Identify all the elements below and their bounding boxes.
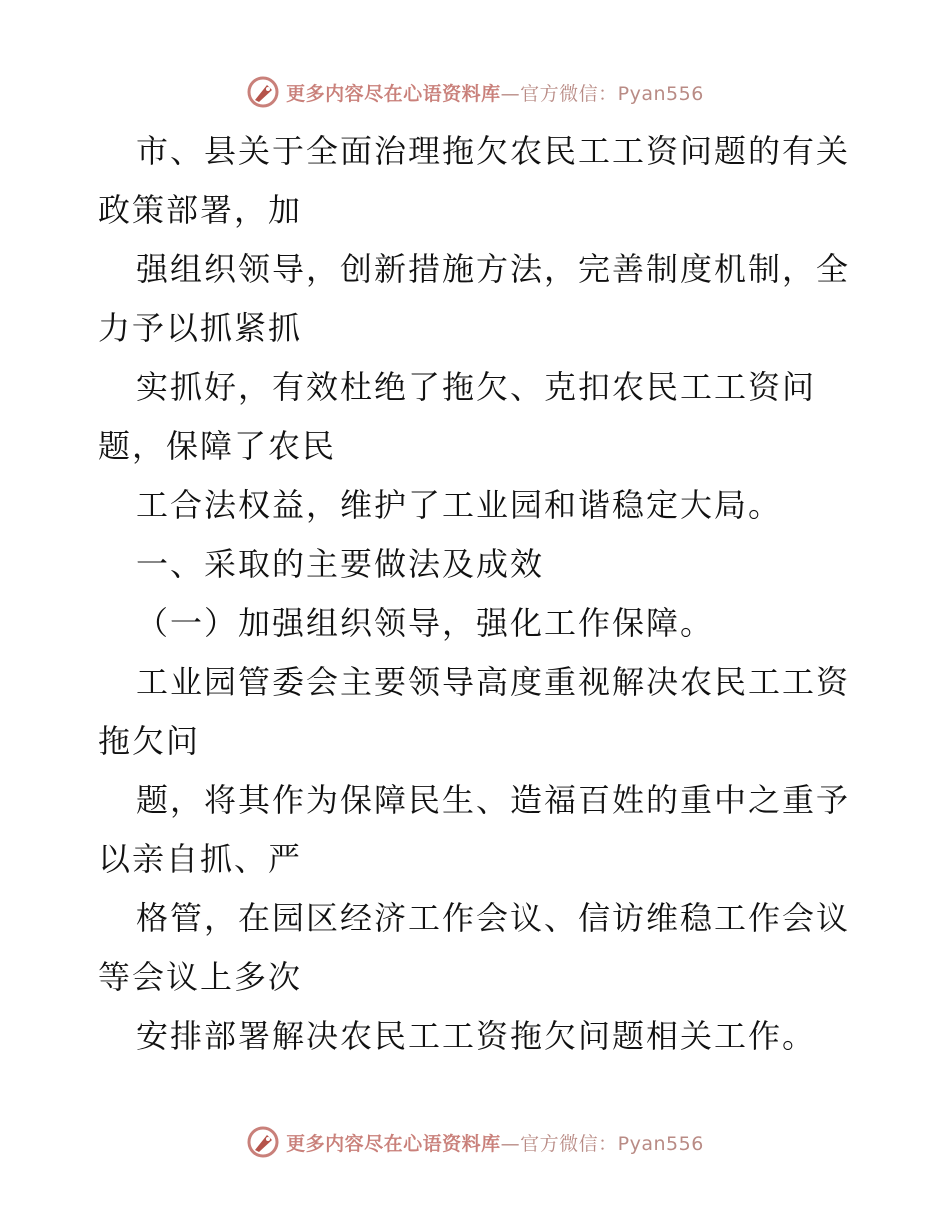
paragraph-line: 市、县关于全面治理拖欠农民工工资问题的有关: [136, 132, 851, 170]
paragraph-line: 力予以抓紧抓: [98, 309, 303, 347]
watermark-text: 更多内容尽在心语资料库—官方微信：Pyan556: [286, 82, 704, 105]
paragraph-line: 等会议上多次: [98, 958, 303, 996]
paragraph-line: 工合法权益，维护了工业园和谐稳定大局。: [136, 486, 783, 524]
paragraph-line: 强组织领导，创新措施方法，完善制度机制，全: [136, 250, 851, 288]
paragraph-line: 题，保障了农民: [98, 427, 337, 465]
paragraph-line: 一、采取的主要做法及成效: [136, 545, 545, 583]
paragraph-line: 实抓好，有效杜绝了拖欠、克扣农民工工资问: [136, 368, 817, 406]
paragraph-line: 安排部署解决农民工工资拖欠问题相关工作。: [136, 1017, 817, 1055]
paragraph-line: 以亲自抓、严: [98, 840, 303, 878]
document-body: [98, 122, 858, 1066]
footer-watermark: [0, 1122, 950, 1162]
paragraph-line: 题，将其作为保障民生、造福百姓的重中之重予: [136, 781, 851, 819]
pen-nib-logo-icon: [246, 75, 280, 109]
pen-nib-logo-icon: [246, 1125, 280, 1159]
watermark-text: 更多内容尽在心语资料库—官方微信：Pyan556: [286, 1132, 704, 1155]
paragraph-line: 格管，在园区经济工作会议、信访维稳工作会议: [136, 899, 851, 937]
paragraph-line: 工业园管委会主要领导高度重视解决农民工工资: [136, 663, 851, 701]
paragraph-line: （一）加强组织领导，强化工作保障。: [136, 604, 715, 642]
paragraph-line: 拖欠问: [98, 722, 201, 760]
paragraph-line: 政策部署，加: [98, 191, 303, 229]
header-watermark: [0, 72, 950, 112]
